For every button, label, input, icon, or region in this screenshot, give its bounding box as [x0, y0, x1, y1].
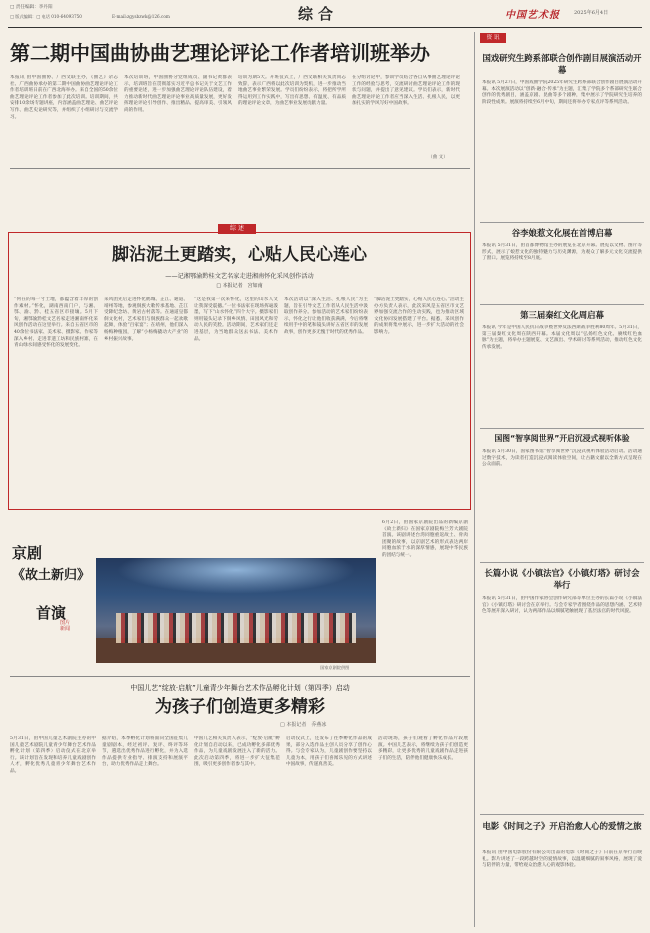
- sidebar-rule-3: [480, 428, 644, 429]
- sidebar-divider: [474, 32, 475, 927]
- feature-col-3: “这是我第一次来怀化，这里的山水人文让我深受震撼。”一位书法家在现场挥毫泼墨，写下“山水怀化”四个大字。摄影家们则用镜头记录下侗乡风情、田园风光和劳动人民的笑脸。活动期间，艺术家们还走进基层，为当地群众送去书法、美术作品。: [194, 297, 278, 342]
- sidebar-item-4-headline: 国图“智享阅世界”开启沉浸式视听体验: [494, 434, 630, 443]
- photo-caption-label: 图片新闻: [60, 620, 71, 632]
- sidebar-rule-2: [480, 304, 644, 305]
- photo-rule: [10, 676, 470, 677]
- sidebar-item-5-text: 本报讯 5月31日，由中国作家协会创作研究部等单位主办的长篇小说《小镇法官》《小镇灯塔》研讨会在京举行。与会专家学者围绕作品的思想内涵、艺术特色等展开深入研讨，认为两部作品以细腻笔触展现了基层法官的时代风貌。: [482, 596, 642, 615]
- photo-title-block: [10, 520, 92, 680]
- lead-headline: 第二期中国曲协曲艺理论评论工作者培训班举办: [10, 41, 430, 65]
- performers: [116, 613, 356, 643]
- paper-logo: 中国艺术报: [505, 10, 560, 21]
- feature-tag: 综 述: [218, 224, 256, 234]
- feature-headline: 脚沾泥土更踏实，心贴人民心连心: [112, 245, 367, 265]
- sidebar-tag: 资 讯: [480, 33, 506, 43]
- feature-col-4: 本次活动以“深入生活、扎根人民”为主题，旨在引导文艺工作者从人民生活中汲取创作养分。参加活动的艺术家们纷纷表示，怀化之行让他们收获满满，今后将继续用手中的笔和镜头讲好五省区市的发展故事，创作更多无愧于时代的优秀作品。: [284, 297, 368, 335]
- photo-title-line-1: 京剧: [12, 544, 43, 562]
- section-name: 综合: [298, 5, 339, 23]
- bottom-col-5: 活动现场，孩子们观看了孵化作品片段展演。中国儿艺表示，将继续为孩子们创造更多精彩，让更多优秀的儿童戏剧作品走进孩子们的生活，陪伴他们健康快乐成长。: [378, 736, 468, 761]
- sidebar-rule-4: [480, 562, 644, 563]
- masthead-rule: [8, 27, 642, 28]
- feature-col-2: 采风团先后走进怀化鹤城、芷江、通道、靖州等地，参观侗族大歌传承基地、芷江受降纪念坊、黄岩古村落等。在通道皇都侗文化村，艺术家们与侗族群众一起欢歌起舞，体验“百家宴”；在靖州，他们深入杨梅种植园，了解“小杨梅撬动大产业”的乡村振兴故事。: [104, 297, 188, 342]
- stage-backdrop: [96, 558, 376, 598]
- bottom-col-1: 5月31日，由中国儿童艺术剧院主办的中国儿童艺术剧院儿童青少年舞台艺术作品孵化计划（第四季）启动仪式在北京举行。该计划旨在发现和培养儿童戏剧创作人才，孵化优秀儿童青少年舞台艺术作品。: [10, 736, 96, 774]
- photo-title-line-3: 首演: [36, 604, 67, 622]
- lead-col-2: 本次培训班，中国曲协分党组成员、副书记黄群表示，培训班旨在贯彻落实习近平总书记关于文艺工作的重要论述，进一步加强曲艺理论评论队伍建设，着力推动新时代曲艺理论评论事业高质量发展，更好发挥理论评论引导创作、推出精品、提高审美、引领风尚的作用。: [124, 75, 232, 113]
- sidebar-rule-5: [480, 814, 644, 815]
- lead-col-3: 培训为期5天。开班仪式上，广西文联相关负责同志致辞，表示广西将以此次培训为契机，进一步推动当地曲艺事业繁荣发展。学员们纷纷表示，将把所学所得运用到工作实践中，写出有思想、有温度、有品质的理论评论文章，为曲艺事业发展贡献力量。: [238, 75, 346, 107]
- photo-title-line-2: 《故土新归》: [12, 568, 91, 583]
- sidebar-item-4-text: 本报讯 5月30日，国家图书馆“智享阅世界”沉浸式视听体验活动启动。活动通过数字技术，为读者打造沉浸式阅读体验空间，让古籍文献以全新方式呈现在公众面前。: [482, 449, 642, 468]
- lead-rule: [10, 168, 470, 169]
- bottom-byline: □ 本报记者 乔燕冰: [280, 722, 327, 728]
- sidebar-item-1-headline: 国戏研究生跨系部联合创作剧目展演活动开幕: [482, 53, 642, 75]
- date: 2025年6月4日: [574, 10, 609, 16]
- sidebar-item-3-text: 本报讯 今年是中国人民抗日战争暨世界反法西斯战争胜利80周年。5月31日，第三届秦红文化周在陕西开幕。本届文化周以“弘扬红色文化、赓续红色血脉”为主题，将举办主题展览、文艺演出、学术研讨等系列活动，推动红色文化传承发展。: [482, 325, 642, 350]
- photo-credit: 国家京剧院供图: [320, 665, 350, 670]
- email-line: E-mail:zgysbzwk@126.com: [112, 14, 170, 19]
- bottom-headline: 为孩子们创造更多精彩: [155, 697, 325, 717]
- bottom-col-3: 中国儿艺相关负责人表示，“绽放·启航”孵化计划自启动以来，已成功孵化多部优秀作品，为儿童戏剧发展注入了新的活力。此次启动第四季，将进一步扩大征集范围，吸引更多创作者参与其中。: [194, 736, 280, 768]
- bottom-col-4: 启动仪式上，还发布了往季孵化作品的成果，部分入选作品主创人员分享了创作心得。与会专家认为，儿童剧创作要坚持以儿童为本，用孩子们喜闻乐见的方式讲述中国故事，传递真善美。: [286, 736, 372, 768]
- masthead: [0, 0, 650, 38]
- feature-col-5: “脚沾泥土更踏实，心贴人民心连心。”活动主办方负责人表示，此次采风是五省区市文艺界加强交流合作的生动实践，也为推动区域文化协同发展搭建了平台。据悉，采风创作的成果将集中展示，进一步扩大活动的社会影响力。: [374, 297, 464, 335]
- opera-stage-photo: [96, 558, 376, 663]
- phone-line: □ 版式编辑：□ 电话 010-64093750: [10, 14, 82, 19]
- feature-subtitle: ——记湘鄂渝黔桂文艺名家走进湘南怀化采风创作活动: [165, 273, 314, 280]
- lead-col-4: 在分组讨论中，参训学员结合各自从事曲艺理论评论工作的经验与思考，交流研讨曲艺理论评论工作的现状与问题，并提出了意见建议。学员们表示，新时代曲艺理论评论工作者应当深入生活、扎根人民，以更加扎实的学风写好中国故事。: [352, 75, 460, 107]
- photo-caption: 6月2日，由国家京剧院出品的新编京剧《故土新归》在国家京剧院梅兰芳大剧院首演。该剧讲述台湾同胞重返故土、骨肉团聚的故事，以京剧艺术的形式表达两岸同胞血浓于水的深厚情感，展现中华民族的团结与统一。: [382, 520, 468, 558]
- lead-credit: （曲 文）: [428, 155, 448, 160]
- sidebar-item-6-headline: 电影《时间之子》开启治愈人心的爱情之旅: [482, 821, 642, 831]
- feature-byline: □ 本报记者 宫如南: [216, 283, 263, 289]
- bottom-col-2: 据介绍，本季孵化计划将面向全国征集儿童剧剧本，经过初评、复评、终评等环节，遴选出优秀作品进行孵化，并为入选作品提供专业指导、排演支持和展演平台，助力优秀作品走上舞台。: [102, 736, 188, 768]
- editor-line: □ 责任编辑：李丹阳: [10, 5, 53, 10]
- feature-col-1: “何在的每一寸土地，都蕴含着丰厚的创作素材。”怀化，湖南西南门户，与湘、鄂、渝、黔、桂五省区市接壤。5月下旬，湘鄂渝黔桂文艺名家走进湘南怀化采风创作活动在这里举行。来自五省区市的40余位书法家、美术家、摄影家、作家等深入乡村、走进非遗工坊和民族村寨，在青山绿水间感受怀化的发展变化。: [14, 297, 98, 349]
- sidebar-rule-1: [480, 222, 644, 223]
- sidebar-item-3-headline: 第三届秦红文化周启幕: [520, 310, 604, 320]
- sidebar-item-5-headline: 长篇小说《小镇法官》《小镇灯塔》研讨会举行: [484, 568, 640, 590]
- sidebar-item-2-headline: 谷李娘惹文化展在首博启幕: [511, 228, 613, 238]
- sidebar-item-1-text: 本报讯 5月27日，中国戏曲学院2025年研究生跨系部联合创作剧目展演活动开幕。本次展演活动以“创新·融合·传承”为主题，汇集了学院多个系部研究生联合创作的优秀剧目，涵盖京剧、昆曲等多个剧种，集中展示了学院研究生培养的阶段性成果。展演将持续至6月中旬，期间还将举办专家点评等系列活动。: [482, 80, 642, 105]
- lead-col-1: 本报讯 由中国曲协、广西文联主办，《曲艺》杂志社、广西曲协承办的第二期中国曲协曲艺理论评论工作者培训班日前在广西北海举办。来自全国的50余位曲艺理论评论工作者参加了此次培训。培训期间，共安排10余场专题讲座，内容涵盖曲艺理论、曲艺评论写作、曲艺史论研究等，并组织了小组研讨与交流学习。: [10, 75, 118, 120]
- sidebar-item-6-text: 本报讯 由中国电影股份有限公司出品的电影《时间之子》日前在京举行首映礼。影片讲述了一段跨越时空的爱情故事，以温暖细腻的叙事风格，展现了爱与陪伴的力量，带给观众治愈人心的观影体验。: [482, 850, 642, 869]
- bottom-kicker: 中国儿艺“绽放·启航”儿童青少年舞台艺术作品孵化计划（第四季）启动: [130, 684, 350, 692]
- sidebar-item-2-text: 本报讯 5月31日，由首都博物馆主办的展览在北京开幕。展览以文物、图片等形式，展示了娘惹文化的独特魅力与历史渊源，为观众了解多元文化交流提供了窗口。展览将持续至8月底。: [482, 243, 642, 262]
